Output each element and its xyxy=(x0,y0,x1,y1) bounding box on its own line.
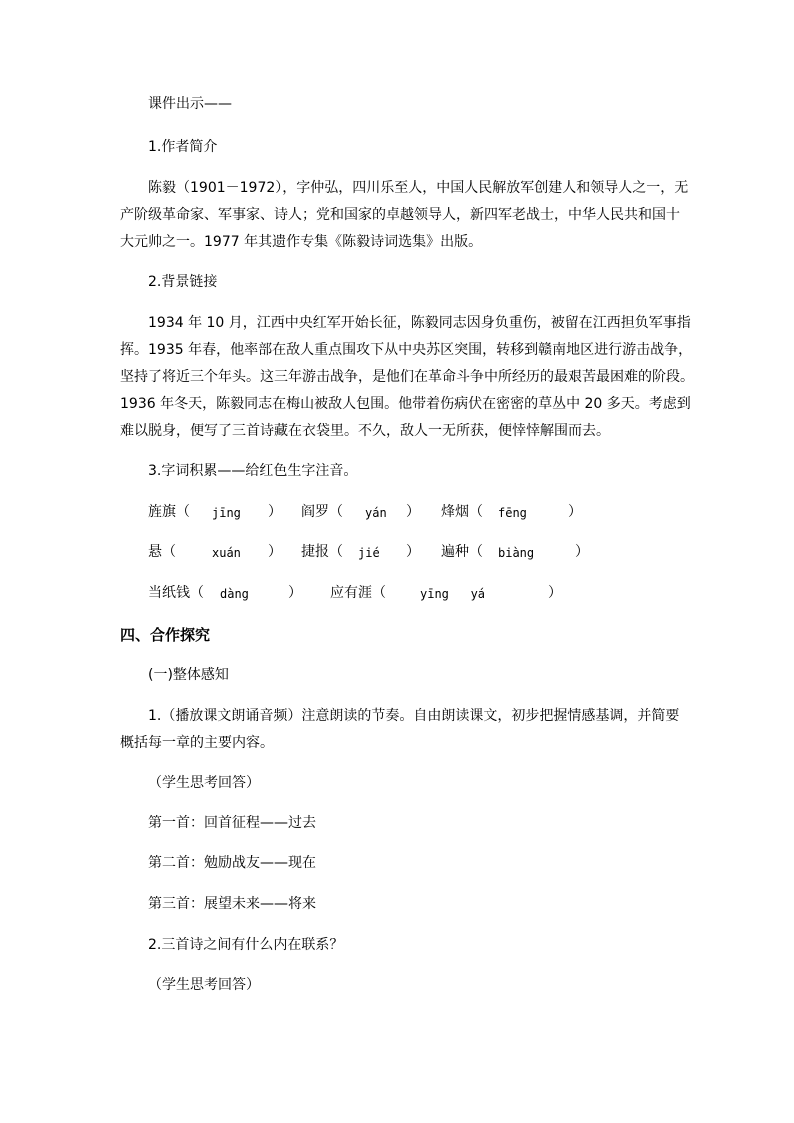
vocab-pinyin: yīng yá xyxy=(420,587,486,601)
vocab-pinyin: dàng xyxy=(220,587,249,601)
paragraph-line: 1936 年冬天，陈毅同志在梅山被敌人包围。他带着伤病伏在密密的草丛中 20 多天。考虑到 xyxy=(120,396,691,412)
vocab-word: 当纸钱（ xyxy=(148,585,204,601)
paragraph-line: 难以脱身，便写了三首诗藏在衣袋里。不久，敌人一无所获，便悻悻解围而去。 xyxy=(120,423,610,439)
section-author-title: 1.作者简介 xyxy=(148,139,218,155)
paragraph-line: 陈毅（1901－1972），字仲弘，四川乐至人，中国人民解放军创建人和领导人之一，无 xyxy=(148,180,689,196)
vocab-pinyin: jié xyxy=(358,546,380,560)
vocab-close: ） xyxy=(575,544,589,560)
vocab-close: ） xyxy=(268,504,282,520)
answer-line: 第二首：勉励战友——现在 xyxy=(148,855,316,871)
vocab-word: 应有涯（ xyxy=(330,585,386,601)
vocab-close: ） xyxy=(288,585,302,601)
answer-line: 第三首：展望未来——将来 xyxy=(148,896,316,912)
student-answer-note: （学生思考回答） xyxy=(148,977,260,993)
vocab-pinyin: yán xyxy=(365,506,387,520)
section-heading: 四、合作探究 xyxy=(120,626,211,644)
student-answer-note: （学生思考回答） xyxy=(148,775,260,791)
section-background-title: 2.背景链接 xyxy=(148,274,218,290)
vocab-pinyin: fēng xyxy=(498,506,527,520)
paragraph-line: 1.（播放课文朗诵音频）注意朗读的节奏。自由朗读课文，初步把握情感基调，并简要 xyxy=(148,708,680,724)
section-vocab-title: 3.字词积累——给红色生字注音。 xyxy=(148,463,358,479)
paragraph-line: 大元帅之一。1977 年其遗作专集《陈毅诗词选集》出版。 xyxy=(120,234,483,250)
vocab-pinyin: biàng xyxy=(498,546,535,560)
answer-line: 第一首：回首征程——过去 xyxy=(148,815,316,831)
vocab-word: 悬（ xyxy=(148,544,176,560)
paragraph-line: 坚持了将近三个年头。这三年游击战争，是他们在革命斗争中所经历的最艰苦最困难的阶段。 xyxy=(120,369,694,385)
vocab-close: ） xyxy=(406,504,420,520)
vocab-word: 捷报（ xyxy=(301,544,343,560)
vocab-pinyin: jīng xyxy=(212,506,241,520)
vocab-word: 阎罗（ xyxy=(301,504,343,520)
vocab-word: 遍种（ xyxy=(441,544,483,560)
paragraph-line: 1934 年 10 月，江西中央红军开始长征，陈毅同志因身负重伤，被留在江西担负军事指 xyxy=(148,315,691,331)
intro-text: 课件出示—— xyxy=(148,96,232,112)
vocab-word: 烽烟（ xyxy=(441,504,483,520)
question-2: 2.三首诗之间有什么内在联系？ xyxy=(148,937,344,953)
vocab-close: ） xyxy=(568,504,582,520)
vocab-word: 旌旗（ xyxy=(148,504,190,520)
paragraph-line: 挥。1935 年春，他率部在敌人重点围攻下从中央苏区突围，转移到赣南地区进行游击战争， xyxy=(120,342,693,358)
paragraph-line: 概括每一章的主要内容。 xyxy=(120,735,274,751)
vocab-close: ） xyxy=(268,544,282,560)
subsection-heading: (一)整体感知 xyxy=(148,667,229,683)
paragraph-line: 产阶级革命家、军事家、诗人；党和国家的卓越领导人，新四军老战士，中华人民共和国十 xyxy=(120,207,680,223)
vocab-close: ） xyxy=(548,585,562,601)
vocab-close: ） xyxy=(406,544,420,560)
vocab-pinyin: xuán xyxy=(212,546,241,560)
